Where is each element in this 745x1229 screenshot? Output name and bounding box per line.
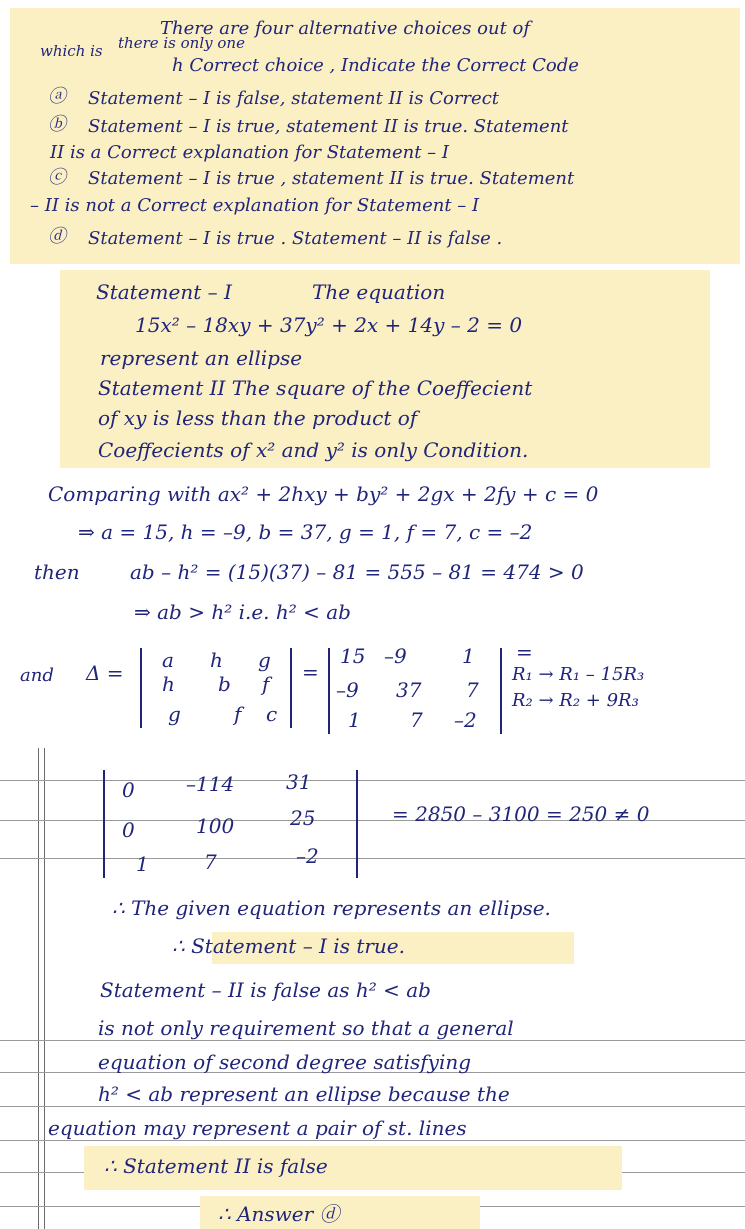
det3-cell: –114 xyxy=(186,772,235,796)
option-d-label: ⓓ xyxy=(48,226,66,247)
statement-2-false-line-5: equation may represent a pair of st. lines xyxy=(48,1116,467,1140)
det3-right-bar xyxy=(356,770,358,878)
ruled-line xyxy=(0,858,745,859)
det1-cell: g xyxy=(168,702,181,726)
statement-1-text: The equation xyxy=(312,280,446,304)
det1-right-bar xyxy=(290,648,292,728)
det1-cell: g xyxy=(258,648,271,672)
det1-cell: f xyxy=(262,672,270,696)
determinant-result: = 2850 – 3100 = 250 ≠ 0 xyxy=(392,802,650,826)
det3-left-bar xyxy=(103,770,105,878)
det3-cell: 0 xyxy=(122,818,135,842)
det2-cell: 15 xyxy=(340,644,366,668)
option-a-text: Statement – I is false, statement II is Correct xyxy=(88,88,500,109)
then-label: then xyxy=(34,560,80,584)
statement-1-equation: 15x² – 18xy + 37y² + 2x + 14y – 2 = 0 xyxy=(135,313,523,337)
det3-cell: –2 xyxy=(296,844,319,868)
coefficient-values: ⇒ a = 15, h = –9, b = 37, g = 1, f = 7, c = –2 xyxy=(78,520,533,544)
comparing-line: Comparing with ax² + 2hxy + by² + 2gx + 2fy + c = 0 xyxy=(48,482,599,506)
det2-cell: 1 xyxy=(462,644,475,668)
statement-2-line-3: Coeffecients of x² and y² is only Condition. xyxy=(98,438,529,462)
ruled-line xyxy=(0,1106,745,1107)
det1-left-bar xyxy=(140,648,142,728)
ruled-line xyxy=(0,1040,745,1041)
statement-2-false-line-3: equation of second degree satisfying xyxy=(98,1050,472,1074)
therefore-statement-2-false: ∴ Statement II is false xyxy=(104,1154,328,1178)
row-operation-1: R₁ → R₁ – 15R₃ xyxy=(512,664,645,685)
det3-cell: 31 xyxy=(286,770,312,794)
option-b-label: ⓑ xyxy=(48,114,66,135)
det2-cell: 1 xyxy=(348,708,361,732)
and-label: and xyxy=(20,665,54,686)
statement-2-false-line-1: Statement – II is false as h² < ab xyxy=(100,978,431,1002)
statement-1-label: Statement – I xyxy=(96,280,232,304)
det1-cell: c xyxy=(266,702,278,726)
det3-cell: 7 xyxy=(204,850,217,874)
option-b-text-1: Statement – I is true, statement II is true. Statement xyxy=(88,116,569,137)
det2-cell: 7 xyxy=(410,708,423,732)
det3-cell: 25 xyxy=(290,806,316,830)
final-answer: ∴ Answer ⓓ xyxy=(218,1202,340,1226)
ab-minus-h2: ab – h² = (15)(37) – 81 = 555 – 81 = 474 > 0 xyxy=(130,560,584,584)
det3-cell: 100 xyxy=(196,814,235,838)
delta-label: Δ = xyxy=(86,661,124,685)
option-b-text-2: II is a Correct explanation for Statement – I xyxy=(50,142,450,163)
row-operation-2: R₂ → R₂ + 9R₃ xyxy=(512,690,639,711)
option-d-text: Statement – I is true . Statement – II is false . xyxy=(88,228,503,249)
det2-left-bar xyxy=(328,648,330,734)
ruled-line xyxy=(0,1140,745,1141)
statement-2-false-line-4: h² < ab represent an ellipse because the xyxy=(98,1082,510,1106)
det1-cell: h xyxy=(162,672,175,696)
option-a-label: ⓐ xyxy=(48,86,66,107)
det-equals: = xyxy=(302,660,319,684)
option-c-text-1: Statement – I is true , statement II is true. Statement xyxy=(88,168,575,189)
det3-cell: 0 xyxy=(122,778,135,802)
intro-only-one: there is only one xyxy=(118,34,245,52)
det-equals-2: = xyxy=(516,640,533,664)
det2-right-bar xyxy=(500,648,502,734)
det2-cell: 7 xyxy=(466,678,479,702)
option-c-text-2: – II is not a Correct explanation for Statement – I xyxy=(30,195,480,216)
det2-cell: –9 xyxy=(384,644,407,668)
det1-cell: h xyxy=(210,648,223,672)
det2-cell: 37 xyxy=(396,678,422,702)
statement-2-false-line-2: is not only requirement so that a general xyxy=(98,1016,514,1040)
det2-cell: –2 xyxy=(454,708,477,732)
therefore-ellipse: ∴ The given equation represents an ellipse. xyxy=(112,896,551,920)
intro-line-3: h Correct choice , Indicate the Correct Code xyxy=(172,55,579,76)
intro-which-is: which is xyxy=(40,42,103,60)
det1-cell: b xyxy=(218,672,231,696)
option-c-label: ⓒ xyxy=(48,167,66,188)
statement-2-line-1: Statement II The square of the Coeffecient xyxy=(98,376,533,400)
det3-cell: 1 xyxy=(136,852,149,876)
implies-line: ⇒ ab > h² i.e. h² < ab xyxy=(134,600,351,624)
det1-cell: a xyxy=(162,648,174,672)
intro-line-1: There are four alternative choices out of xyxy=(160,18,531,39)
statement-1-conclusion: represent an ellipse xyxy=(100,346,303,370)
det1-cell: f xyxy=(234,702,242,726)
statement-2-line-2: of xy is less than the product of xyxy=(98,406,418,430)
det2-cell: –9 xyxy=(336,678,359,702)
ruled-line xyxy=(0,780,745,781)
therefore-statement-1-true: ∴ Statement – I is true. xyxy=(172,934,405,958)
